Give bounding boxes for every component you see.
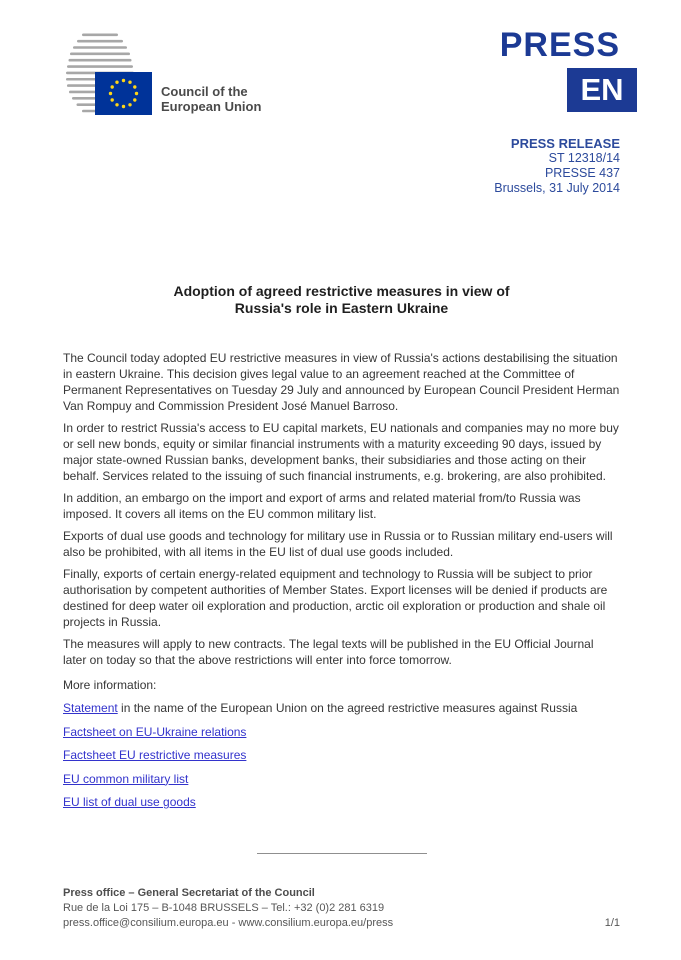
factsheet-restrictive-measures-link[interactable]: Factsheet EU restrictive measures — [63, 748, 247, 762]
link-row — [63, 724, 620, 740]
footer-office: Press office – General Secretariat of the Council — [63, 887, 315, 899]
more-info-label: More information: — [63, 678, 157, 692]
link-row — [63, 794, 620, 810]
document-number: ST 12318/14 — [548, 151, 620, 165]
council-name-line2: European Union — [161, 98, 262, 114]
page-footer — [63, 886, 620, 931]
council-name-line1: Council of the — [161, 84, 248, 99]
footer-contact: press.office@consilium.europa.eu - www.consilium.europa.eu/press — [63, 917, 394, 929]
document-title-line2: Russia's role in Eastern Ukraine — [234, 300, 449, 316]
language-badge: EN — [567, 68, 637, 112]
link-row — [63, 771, 620, 787]
document-title — [63, 283, 620, 317]
link-row — [63, 700, 620, 716]
paragraph: The Council today adopted EU restrictive measures in view of Russia's actions destabilising the situation in eastern Ukraine. This decision gives legal value to an agreement reached at the Committee of Permanent Representatives on Tuesday 29 July and announced by European Council President Herman Van Rompuy and Commission President José Manuel Barroso. — [63, 351, 620, 413]
press-release-label: PRESS RELEASE — [510, 136, 620, 151]
place-date: Brussels, 31 July 2014 — [494, 181, 620, 195]
paragraph: The measures will apply to new contracts. The legal texts will be published in the EU Official Journal later on today so that the above restrictions will enter into force tomorrow. — [63, 637, 594, 667]
eu-dual-use-goods-link[interactable]: EU list of dual use goods — [63, 795, 196, 809]
press-wordmark: PRESS — [499, 26, 620, 64]
document-title-line1: Adoption of agreed restrictive measures in view of — [173, 283, 510, 299]
eu-common-military-list-link[interactable]: EU common military list — [63, 771, 189, 786]
page-number: 1/1 — [604, 917, 620, 929]
paragraph: In order to restrict Russia's access to EU capital markets, EU nationals and companies may no more buy or sell new bonds, equity or similar financial instruments with a maturity exceeding 90 days, issued by major state-owned Russian banks, development banks, their subsidiaries and those acting on their behalf. Services related to the issuing of such financial instruments, e.g. brokering, are also prohibited. — [63, 421, 619, 483]
press-release-meta — [494, 136, 620, 196]
council-name — [161, 85, 261, 114]
council-logo — [63, 33, 152, 115]
eu-flag-icon — [95, 72, 152, 115]
statement-link[interactable]: Statement — [63, 701, 118, 715]
council-logo-block — [63, 33, 261, 115]
paragraph: Exports of dual use goods and technology for military use in Russia or to Russian military end-users will also be prohibited, with all items in the EU list of dual use goods included. — [63, 529, 613, 559]
factsheet-eu-ukraine-link[interactable]: Factsheet on EU-Ukraine relations — [63, 724, 247, 739]
footnote-divider — [257, 853, 427, 854]
document-body — [63, 283, 620, 818]
link-row — [63, 747, 620, 763]
paragraph: In addition, an embargo on the import and export of arms and related material from/to Russia was imposed. It covers all items on the EU common military list. — [63, 491, 581, 521]
statement-link-suffix: in the name of the European Union on the agreed restrictive measures against Russia — [117, 701, 578, 715]
presse-number: PRESSE 437 — [544, 166, 620, 180]
paragraph: Finally, exports of certain energy-related equipment and technology to Russia will be subject to prior authorisation by competent authorities of Member States. Export licenses will be denied if products are destined for deep water oil exploration and production, arctic oil exploration or production and shale oil projects in Russia. — [63, 567, 608, 629]
footer-address: Rue de la Loi 175 – B-1048 BRUSSELS – Tel.: +32 (0)2 281 6319 — [63, 902, 385, 914]
